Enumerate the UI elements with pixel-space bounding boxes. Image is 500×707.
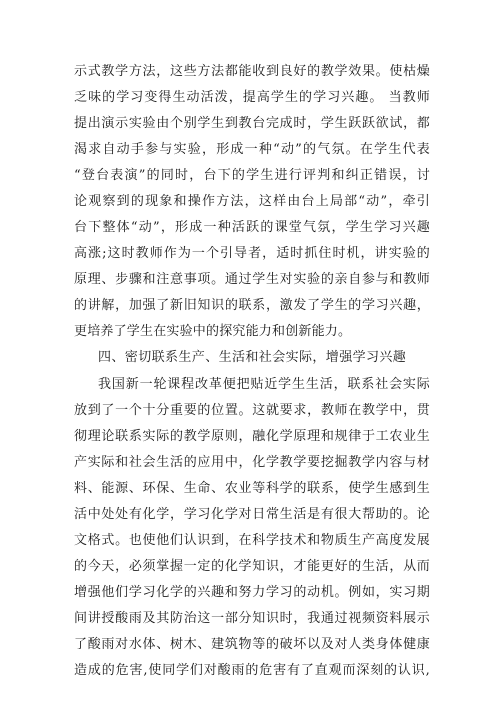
text-line: 渴求自动手参与实验，形成一种“动”的气氛。在学生代表 bbox=[74, 142, 430, 157]
text-line: 我国新一轮课程改革便把贴近学生生活，联系社会实际 bbox=[98, 377, 430, 392]
text-line: 文格式。也使他们认识到，在科学技术和物质生产高度发展 bbox=[74, 533, 430, 548]
text-line: 增强他们学习化学的兴趣和努力学习的动机。例如，实习期 bbox=[74, 585, 430, 600]
text-line: 产实际和社会生活的应用中，化学教学要挖掘教学内容与材 bbox=[74, 455, 430, 470]
text-line: 彻理论联系实际的教学原则，融化学原理和规律于工农业生 bbox=[74, 429, 430, 444]
text-line: 的今天，必须掌握一定的化学知识，才能更好的生活，从而 bbox=[74, 559, 430, 574]
text-line: 原理、步骤和注意事项。通过学生对实验的亲自参与和教师 bbox=[74, 272, 430, 287]
text-line: 了酸雨对水体、树木、建筑物等的破坏以及对人类身体健康 bbox=[74, 637, 430, 652]
section-heading: 四、密切联系生产、生活和社会实际，增强学习兴趣 bbox=[98, 350, 407, 365]
text-line: 放到了一个十分重要的位置。这就要求，教师在教学中，贯 bbox=[74, 403, 430, 418]
text-line: 高涨;这时教师作为一个引导者，适时抓住时机，讲实验的 bbox=[74, 246, 430, 261]
text-line: 示式教学方法，这些方法都能收到良好的教学效果。使枯燥 bbox=[74, 64, 430, 79]
text-line: 论观察到的现象和操作方法，这样由台上局部“动”，牵引 bbox=[74, 194, 430, 209]
text-line: 提出演示实验由个别学生到教台完成时，学生跃跃欲试，都 bbox=[74, 116, 430, 131]
text-line: 乏味的学习变得生动活泼，提高学生的学习兴趣。 当教师 bbox=[74, 90, 430, 105]
text-line: “登台表演”的同时，台下的学生进行评判和纠正错误，讨 bbox=[74, 168, 430, 183]
text-line: 的讲解，加强了新旧知识的联系，激发了学生的学习兴趣， bbox=[74, 298, 430, 313]
text-line: 台下整体“动”，形成一种活跃的课堂气氛，学生学习兴趣 bbox=[74, 220, 430, 235]
text-line: 间讲授酸雨及其防治这一部分知识时，我通过视频资料展示 bbox=[74, 611, 430, 626]
text-line: 料、能源、环保、生命、农业等科学的联系，使学生感到生 bbox=[74, 481, 430, 496]
text-line: 更培养了学生在实验中的探究能力和创新能力。 bbox=[74, 324, 352, 339]
text-line: 活中处处有化学，学习化学对日常生活是有很大帮助的。论 bbox=[74, 507, 430, 522]
text-line: 造成的危害,使同学们对酸雨的危害有了直观而深刻的认识, bbox=[74, 663, 430, 678]
